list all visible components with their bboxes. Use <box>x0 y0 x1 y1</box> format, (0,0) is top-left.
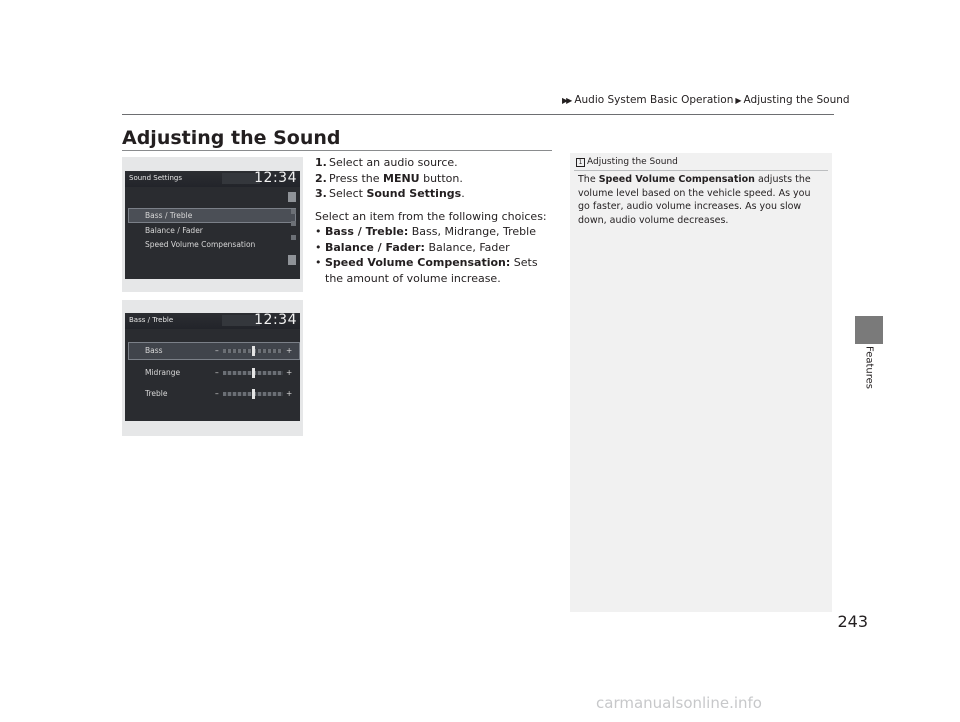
bass-treble-figure <box>122 300 303 436</box>
step-text: Select <box>329 187 367 200</box>
bullet-icon: • <box>315 256 325 269</box>
bass-treble-screen <box>125 313 300 421</box>
section-label: Features <box>863 346 875 389</box>
screen-clock: 12:34 <box>254 313 297 328</box>
midrange-slider[interactable] <box>223 371 283 375</box>
choice-bass-treble <box>315 224 550 240</box>
treble-slider[interactable] <box>223 392 283 396</box>
procedure <box>315 155 550 286</box>
double-arrow-icon: ▶▶ <box>562 96 571 105</box>
note-text: The <box>578 174 599 185</box>
step-number: 3. <box>315 187 327 200</box>
page-number: 243 <box>837 612 868 631</box>
bass-slider[interactable] <box>223 349 283 353</box>
choice-text: Bass, Midrange, Treble <box>408 225 536 238</box>
step-3 <box>315 186 550 202</box>
list-icon <box>291 221 296 226</box>
note-bold: Speed Volume Compensation <box>598 174 755 185</box>
step-2 <box>315 171 550 187</box>
screen-header <box>125 313 300 329</box>
sound-settings-figure <box>122 157 303 292</box>
step-number: 1. <box>315 156 327 169</box>
treble-row[interactable] <box>129 386 299 402</box>
choice-label: Balance / Fader: <box>325 240 425 254</box>
breadcrumb-section[interactable]: Audio System Basic Operation <box>574 94 734 106</box>
choices-intro: Select an item from the following choices: <box>315 209 547 223</box>
choice-text: Sets the amount of volume increase. <box>325 256 538 285</box>
plus-icon[interactable]: + <box>286 346 293 355</box>
header-rule <box>122 114 834 115</box>
midrange-row[interactable] <box>129 365 299 381</box>
note-body <box>578 173 824 227</box>
note-box <box>570 153 832 612</box>
slider-thumb[interactable] <box>252 346 255 356</box>
choice-label: Bass / Treble: <box>325 225 409 238</box>
watermark: carmanualsonline.info <box>596 694 762 712</box>
note-rule <box>574 170 828 171</box>
sound-settings-name: Sound Settings <box>366 187 462 200</box>
bullet-icon: • <box>315 240 325 254</box>
arrow-icon: ▶ <box>735 96 742 105</box>
screen-header <box>125 171 300 187</box>
slider-thumb[interactable] <box>252 368 255 378</box>
sound-settings-screen <box>125 171 300 279</box>
minus-icon[interactable]: – <box>215 368 219 377</box>
list-icon <box>291 209 296 214</box>
screen-title: Bass / Treble <box>129 316 174 324</box>
menu-item-speed-volume[interactable]: Speed Volume Compensation <box>145 240 256 249</box>
menu-item-bass-treble[interactable]: Bass / Treble <box>129 209 295 222</box>
title-rule <box>122 150 552 151</box>
step-number: 2. <box>315 171 327 185</box>
plus-icon[interactable]: + <box>286 389 293 398</box>
scroll-down-icon[interactable] <box>288 255 296 265</box>
list-icon <box>291 235 296 240</box>
reference-marker-icon: 1 <box>576 158 585 167</box>
choice-label: Speed Volume Compensation: <box>325 256 511 269</box>
screen-title: Sound Settings <box>129 174 182 182</box>
treble-label: Treble <box>145 389 168 398</box>
bullet-icon: • <box>315 225 325 238</box>
note-heading[interactable] <box>576 157 678 167</box>
note-text: adjusts the volume level based on the vehicle speed. As you go faster, audio volume increases. As you slow down, audio volume decreases. <box>578 174 811 226</box>
bass-row[interactable] <box>129 343 299 359</box>
page-title: Adjusting the Sound <box>122 127 341 149</box>
step-text: . <box>461 187 465 200</box>
bass-label: Bass <box>145 346 163 355</box>
step-text: button. <box>419 171 463 185</box>
note-heading-text: Adjusting the Sound <box>587 157 678 167</box>
step-text: Press the <box>329 171 383 185</box>
screen-clock: 12:34 <box>254 171 297 186</box>
slider-thumb[interactable] <box>252 389 255 399</box>
scroll-up-icon[interactable] <box>288 192 296 202</box>
step-1 <box>315 155 550 171</box>
choice-speed-volume <box>315 255 550 286</box>
choice-text: Balance, Fader <box>424 240 510 254</box>
midrange-label: Midrange <box>145 368 181 377</box>
menu-item-balance-fader[interactable]: Balance / Fader <box>145 226 203 235</box>
breadcrumb-page[interactable]: Adjusting the Sound <box>743 94 850 106</box>
minus-icon[interactable]: – <box>215 389 219 398</box>
choice-balance-fader <box>315 240 550 256</box>
plus-icon[interactable]: + <box>286 368 293 377</box>
breadcrumb <box>560 94 850 106</box>
menu-button-name: MENU <box>383 171 420 185</box>
minus-icon[interactable]: – <box>215 346 219 355</box>
step-text: Select an audio source. <box>329 156 458 169</box>
